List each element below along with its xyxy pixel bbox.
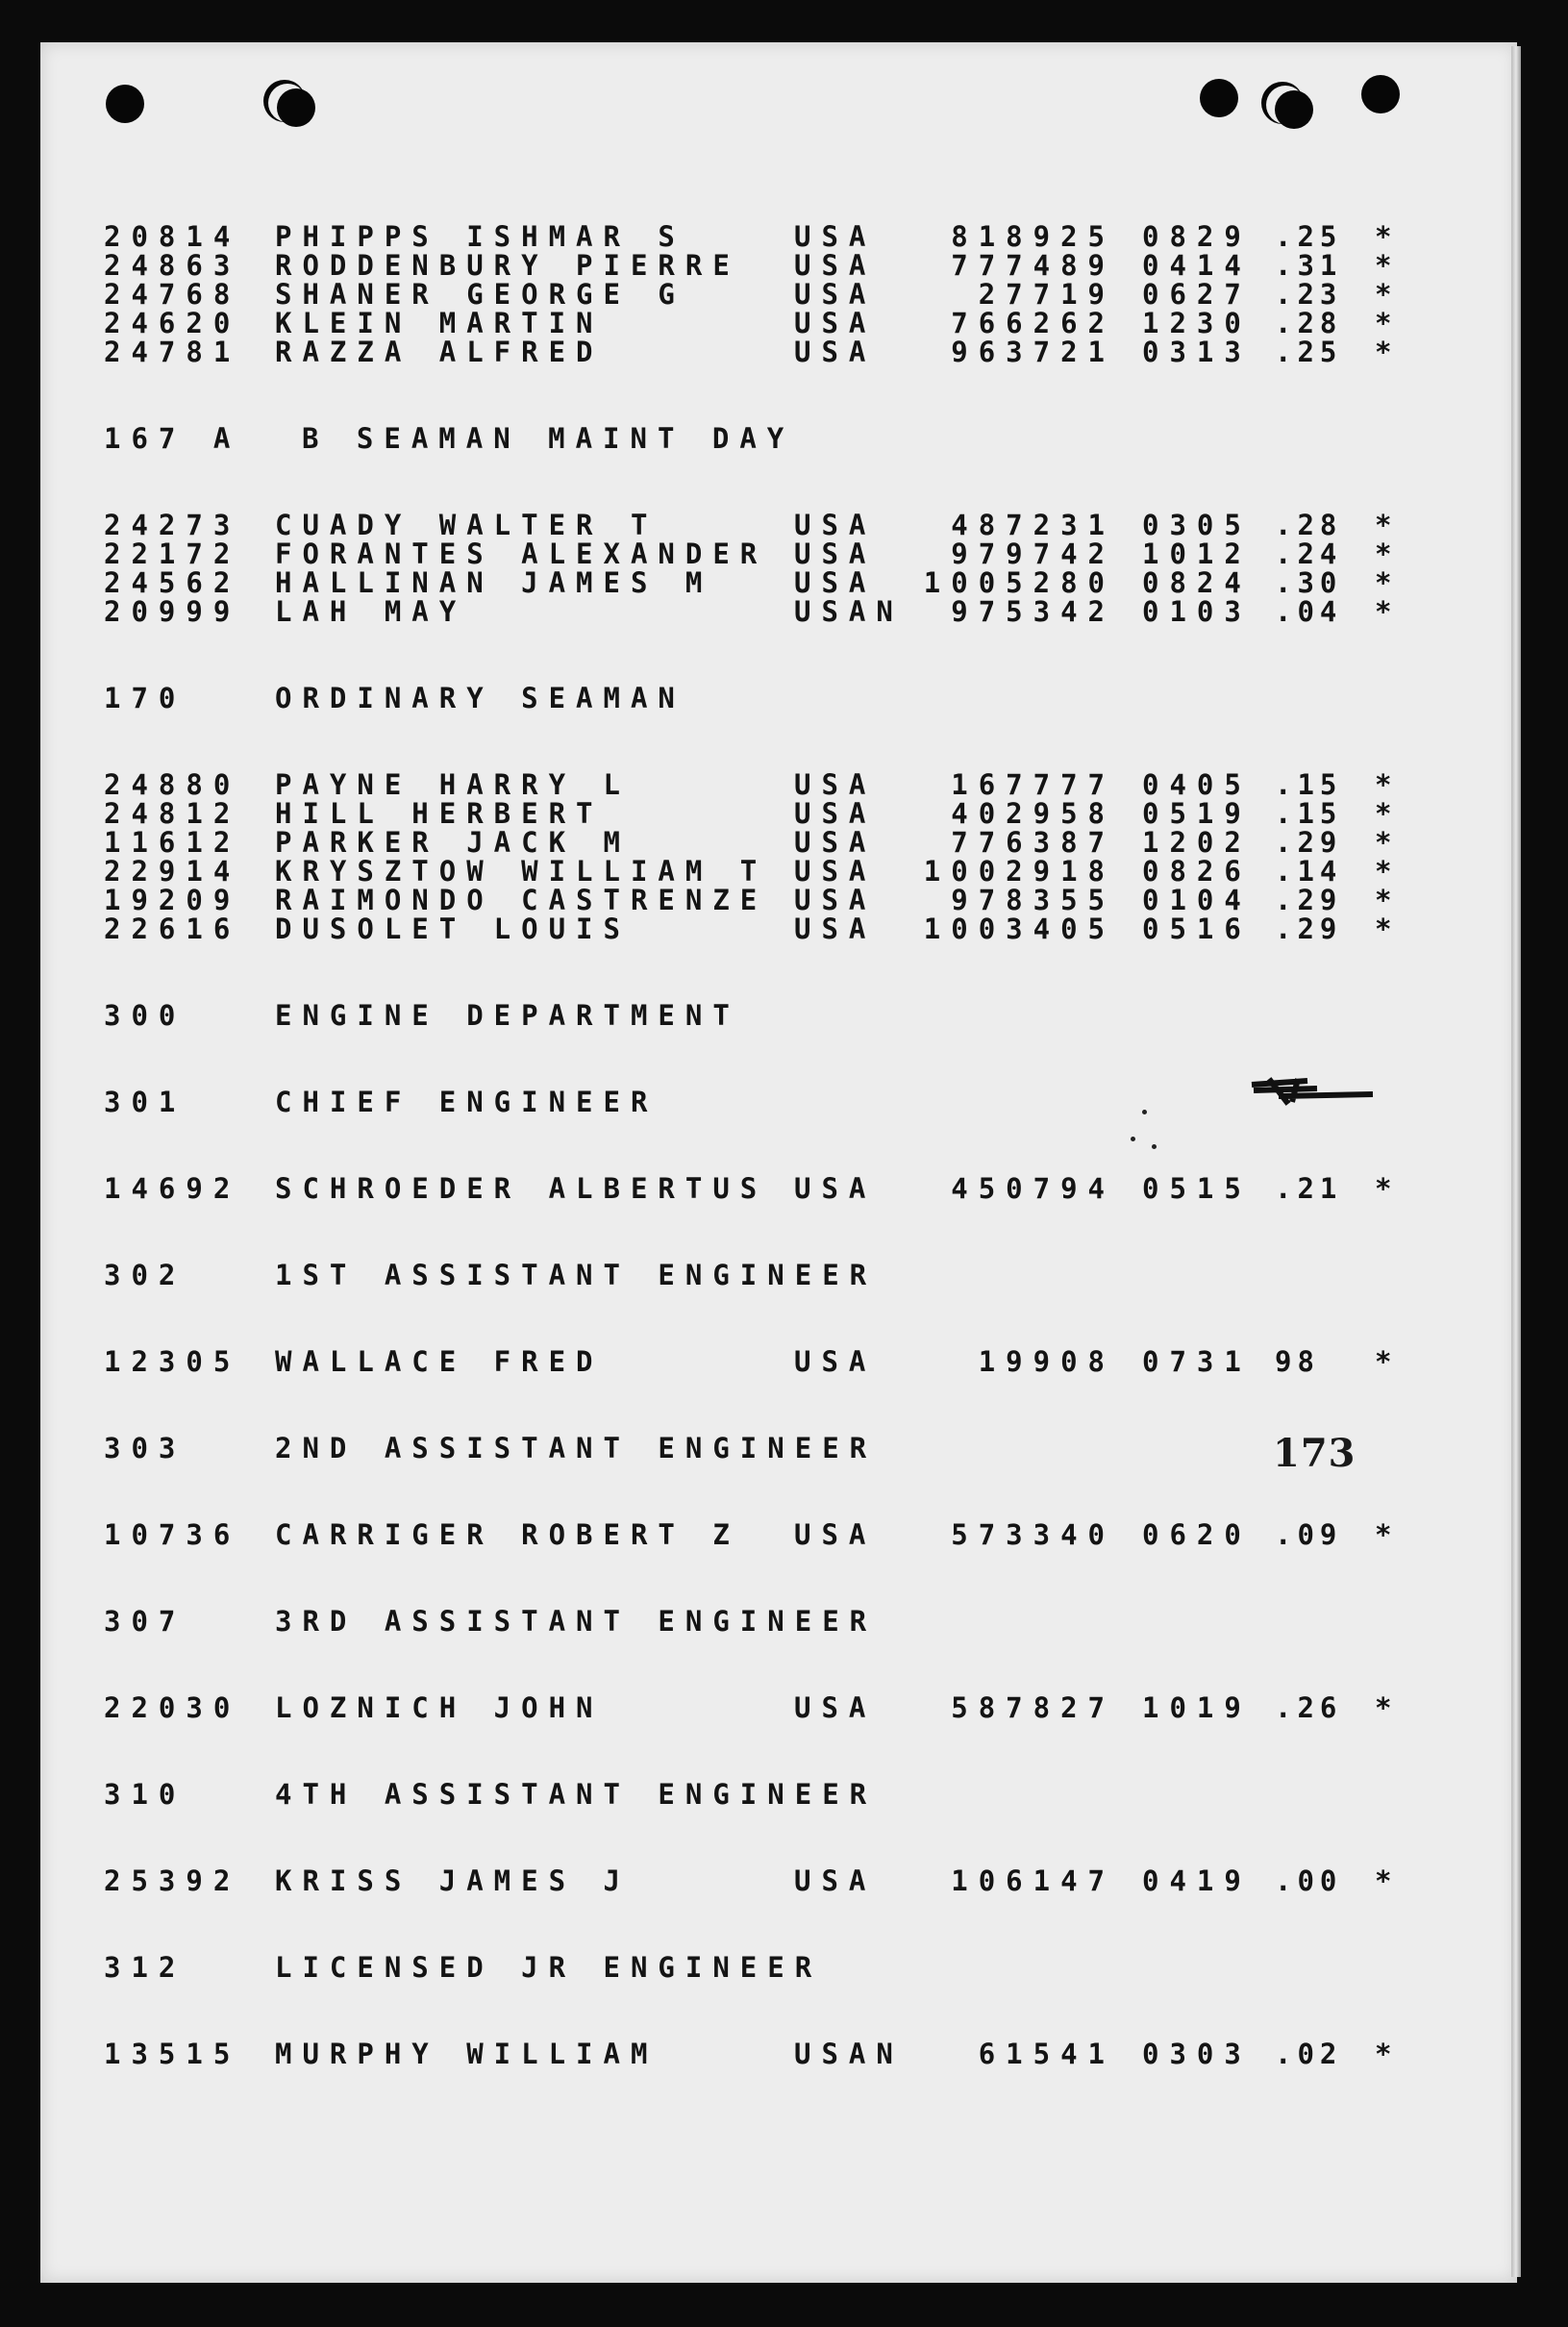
- person-name: HILL HERBERT: [275, 797, 604, 830]
- person-name: PHIPPS ISHMAR S: [275, 220, 685, 253]
- asterisk-mark: *: [1375, 1518, 1392, 1551]
- person-name: PAYNE HARRY L: [275, 768, 631, 801]
- person-name: LAH MAY: [275, 595, 467, 628]
- section-code: 312: [104, 1951, 187, 1984]
- rate-value: .02: [1275, 2038, 1343, 2070]
- asterisk-mark: *: [1375, 1691, 1392, 1724]
- person-name: SCHROEDER ALBERTUS: [275, 1172, 768, 1205]
- rate-value: .15: [1275, 797, 1343, 830]
- rate-value: .29: [1275, 884, 1343, 916]
- nationality: USA: [794, 307, 877, 339]
- date-code: 1019: [1142, 1691, 1252, 1724]
- nationality: USA: [794, 826, 877, 859]
- rate-value: .31: [1275, 249, 1343, 282]
- nationality: USA: [794, 538, 877, 570]
- asterisk-mark: *: [1375, 220, 1392, 253]
- rate-value: .23: [1275, 278, 1343, 311]
- date-code: 1202: [1142, 826, 1252, 859]
- section-code: 301: [104, 1086, 187, 1118]
- asterisk-mark: *: [1375, 768, 1392, 801]
- section-title: 2ND ASSISTANT ENGINEER: [275, 1432, 878, 1464]
- nationality: USAN: [794, 2038, 904, 2070]
- record-id: 24620: [104, 307, 241, 339]
- section-title: ORDINARY SEAMAN: [275, 682, 685, 714]
- rate-value: .14: [1275, 855, 1343, 888]
- rate-value: .25: [1275, 336, 1343, 368]
- date-code: 0414: [1142, 249, 1252, 282]
- asterisk-mark: *: [1375, 826, 1392, 859]
- person-name: RAIMONDO CASTRENZE: [275, 884, 768, 916]
- section-title: ENGINE DEPARTMENT: [275, 999, 740, 1032]
- document-number: 979742: [951, 538, 1115, 570]
- document-number: 963721: [951, 336, 1115, 368]
- document-number: 167777: [951, 768, 1115, 801]
- document-number: 61541: [978, 2038, 1115, 2070]
- person-name: WALLACE FRED: [275, 1345, 604, 1378]
- record-id: 20814: [104, 220, 241, 253]
- person-name: DUSOLET LOUIS: [275, 913, 631, 945]
- rate-value: .26: [1275, 1691, 1343, 1724]
- document-number: 777489: [951, 249, 1115, 282]
- date-code: 0405: [1142, 768, 1252, 801]
- rate-value: .09: [1275, 1518, 1343, 1551]
- rate-value: .30: [1275, 566, 1343, 599]
- person-name: PARKER JACK M: [275, 826, 631, 859]
- section-code: 167 A: [104, 422, 241, 455]
- record-id: 24781: [104, 336, 241, 368]
- record-id: 20999: [104, 595, 241, 628]
- asterisk-mark: *: [1375, 797, 1392, 830]
- nationality: USA: [794, 336, 877, 368]
- date-code: 0519: [1142, 797, 1252, 830]
- page-number: 173: [1273, 1431, 1356, 1476]
- nationality: USA: [794, 278, 877, 311]
- nationality: USAN: [794, 595, 904, 628]
- person-name: SHANER GEORGE G: [275, 278, 685, 311]
- section-title: B SEAMAN MAINT DAY: [302, 422, 795, 455]
- date-code: 0305: [1142, 509, 1252, 541]
- date-code: 0103: [1142, 595, 1252, 628]
- nationality: USA: [794, 1518, 877, 1551]
- date-code: 0515: [1142, 1172, 1252, 1205]
- record-id: 14692: [104, 1172, 241, 1205]
- person-name: HALLINAN JAMES M: [275, 566, 713, 599]
- nationality: USA: [794, 509, 877, 541]
- record-id: 24562: [104, 566, 241, 599]
- record-id: 12305: [104, 1345, 241, 1378]
- nationality: USA: [794, 220, 877, 253]
- document-number: 27719: [978, 278, 1115, 311]
- asterisk-mark: *: [1375, 249, 1392, 282]
- document-number: 776387: [951, 826, 1115, 859]
- asterisk-mark: *: [1375, 566, 1392, 599]
- nationality: USA: [794, 566, 877, 599]
- date-code: 0419: [1142, 1864, 1252, 1897]
- person-name: CARRIGER ROBERT Z: [275, 1518, 740, 1551]
- document-number: 818925: [951, 220, 1115, 253]
- asterisk-mark: *: [1375, 336, 1392, 368]
- nationality: USA: [794, 884, 877, 916]
- person-name: KLEIN MARTIN: [275, 307, 604, 339]
- nationality: USA: [794, 249, 877, 282]
- document-number: 106147: [951, 1864, 1115, 1897]
- person-name: RAZZA ALFRED: [275, 336, 604, 368]
- record-id: 11612: [104, 826, 241, 859]
- record-id: 25392: [104, 1864, 241, 1897]
- person-name: LOZNICH JOHN: [275, 1691, 604, 1724]
- asterisk-mark: *: [1375, 1864, 1392, 1897]
- document-number: 19908: [978, 1345, 1115, 1378]
- asterisk-mark: *: [1375, 884, 1392, 916]
- section-code: 307: [104, 1605, 187, 1638]
- document-number: 978355: [951, 884, 1115, 916]
- asterisk-mark: *: [1375, 307, 1392, 339]
- date-code: 1230: [1142, 307, 1252, 339]
- document-number: 587827: [951, 1691, 1115, 1724]
- nationality: USA: [794, 1345, 877, 1378]
- asterisk-mark: *: [1375, 1345, 1392, 1378]
- record-id: 19209: [104, 884, 241, 916]
- person-name: CUADY WALTER T: [275, 509, 659, 541]
- date-code: 0627: [1142, 278, 1252, 311]
- rate-value: .00: [1275, 1864, 1343, 1897]
- person-name: MURPHY WILLIAM: [275, 2038, 659, 2070]
- asterisk-mark: *: [1375, 1172, 1392, 1205]
- document-number: 573340: [951, 1518, 1115, 1551]
- section-title: 4TH ASSISTANT ENGINEER: [275, 1778, 878, 1811]
- document-number: 1005280: [923, 566, 1115, 599]
- nationality: USA: [794, 1691, 877, 1724]
- nationality: USA: [794, 1172, 877, 1205]
- record-id: 22616: [104, 913, 241, 945]
- nationality: USA: [794, 855, 877, 888]
- date-code: 0826: [1142, 855, 1252, 888]
- record-id: 13515: [104, 2038, 241, 2070]
- section-title: CHIEF ENGINEER: [275, 1086, 659, 1118]
- nationality: USA: [794, 913, 877, 945]
- date-code: 0303: [1142, 2038, 1252, 2070]
- section-title: 3RD ASSISTANT ENGINEER: [275, 1605, 878, 1638]
- person-name: KRISS JAMES J: [275, 1864, 631, 1897]
- record-id: 24812: [104, 797, 241, 830]
- asterisk-mark: *: [1375, 913, 1392, 945]
- rate-value: .04: [1275, 595, 1343, 628]
- section-code: 300: [104, 999, 187, 1032]
- rate-value: .21: [1275, 1172, 1343, 1205]
- date-code: 0824: [1142, 566, 1252, 599]
- section-code: 303: [104, 1432, 187, 1464]
- record-id: 22172: [104, 538, 241, 570]
- document-number: 487231: [951, 509, 1115, 541]
- date-code: 0104: [1142, 884, 1252, 916]
- nationality: USA: [794, 797, 877, 830]
- rate-value: 98: [1275, 1345, 1320, 1378]
- rate-value: .29: [1275, 826, 1343, 859]
- section-title: LICENSED JR ENGINEER: [275, 1951, 823, 1984]
- document-number: 1002918: [923, 855, 1115, 888]
- rate-value: .25: [1275, 220, 1343, 253]
- nationality: USA: [794, 768, 877, 801]
- rate-value: .15: [1275, 768, 1343, 801]
- date-code: 0620: [1142, 1518, 1252, 1551]
- section-code: 302: [104, 1259, 187, 1291]
- record-id: 24768: [104, 278, 241, 311]
- asterisk-mark: *: [1375, 538, 1392, 570]
- record-id: 22030: [104, 1691, 241, 1724]
- document-number: 1003405: [923, 913, 1115, 945]
- person-name: RODDENBURY PIERRE: [275, 249, 740, 282]
- asterisk-mark: *: [1375, 2038, 1392, 2070]
- asterisk-mark: *: [1375, 595, 1392, 628]
- record-id: 22914: [104, 855, 241, 888]
- rate-value: .28: [1275, 307, 1343, 339]
- person-name: FORANTES ALEXANDER: [275, 538, 768, 570]
- date-code: 1012: [1142, 538, 1252, 570]
- date-code: 0516: [1142, 913, 1252, 945]
- rate-value: .29: [1275, 913, 1343, 945]
- person-name: KRYSZTOW WILLIAM T: [275, 855, 768, 888]
- asterisk-mark: *: [1375, 509, 1392, 541]
- asterisk-mark: *: [1375, 278, 1392, 311]
- document-number: 766262: [951, 307, 1115, 339]
- document-number: 975342: [951, 595, 1115, 628]
- rate-value: .28: [1275, 509, 1343, 541]
- asterisk-mark: *: [1375, 855, 1392, 888]
- rate-value: .24: [1275, 538, 1343, 570]
- record-id: 10736: [104, 1518, 241, 1551]
- section-code: 310: [104, 1778, 187, 1811]
- document-number: 450794: [951, 1172, 1115, 1205]
- document-number: 402958: [951, 797, 1115, 830]
- record-id: 24880: [104, 768, 241, 801]
- date-code: 0829: [1142, 220, 1252, 253]
- record-id: 24273: [104, 509, 241, 541]
- date-code: 0731: [1142, 1345, 1252, 1378]
- date-code: 0313: [1142, 336, 1252, 368]
- section-title: 1ST ASSISTANT ENGINEER: [275, 1259, 878, 1291]
- section-code: 170: [104, 682, 187, 714]
- nationality: USA: [794, 1864, 877, 1897]
- record-id: 24863: [104, 249, 241, 282]
